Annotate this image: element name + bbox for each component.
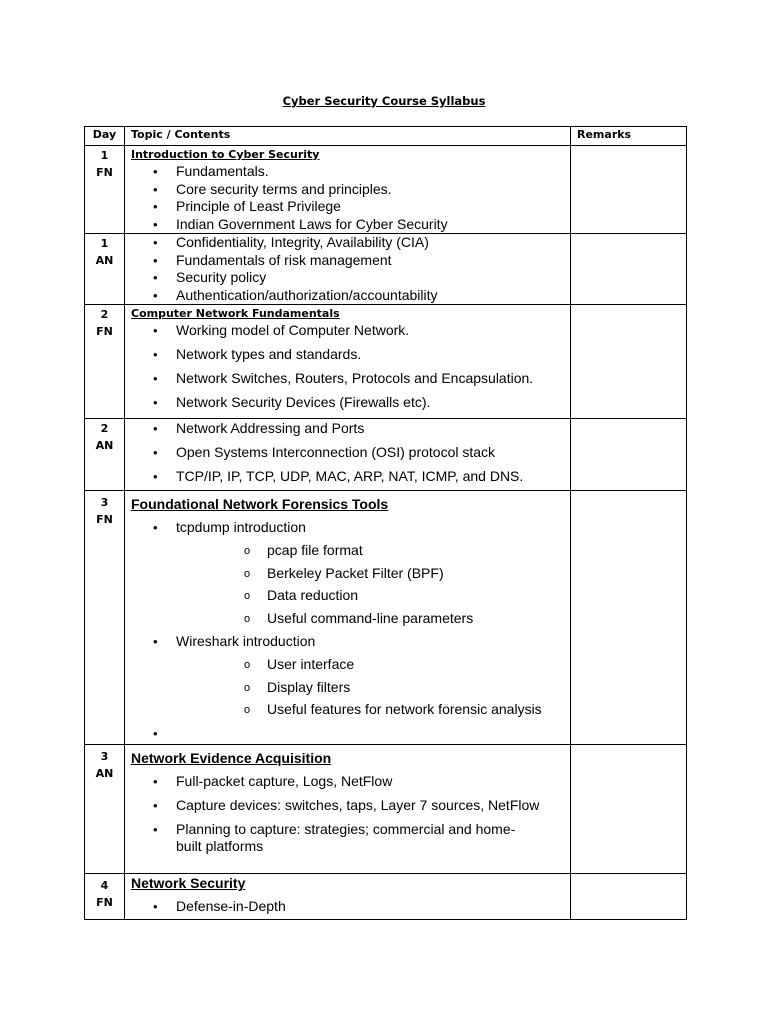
remarks-cell [571, 874, 687, 920]
list-item: • Core security terms and principles. [131, 181, 570, 199]
day-cell [85, 419, 125, 491]
list-item: • Network Switches, Routers, Protocols and Encapsulation. [131, 370, 570, 387]
sub-list-item: o Data reduction [176, 587, 570, 604]
list-item: • TCP/IP, IP, TCP, UDP, MAC, ARP, NAT, ICMP, and DNS. [131, 468, 570, 485]
sub-list-item: o User interface [176, 656, 570, 673]
topic-list [131, 163, 570, 233]
session-label: FN [96, 513, 113, 526]
topic-list [131, 892, 570, 916]
list-item: • Fundamentals. [131, 163, 570, 181]
list-item [131, 519, 570, 627]
topic-list [131, 322, 570, 411]
list-item [131, 633, 570, 718]
header-topic: Topic / Contents [125, 127, 571, 146]
sub-list-item: o Useful command-line parameters [176, 610, 570, 627]
topic-cell [125, 745, 571, 874]
day-number: 1 [100, 149, 109, 162]
table-row [85, 874, 687, 920]
list-item: • Authentication/authorization/accountability [131, 287, 570, 305]
section-heading: Computer Network Fundamentals [131, 307, 340, 320]
list-item: • Planning to capture: strategies; commercial and home-built platforms [131, 821, 516, 855]
remarks-cell [571, 146, 687, 234]
day-cell [85, 745, 125, 874]
day-number: 2 [100, 422, 109, 435]
topic-list [131, 513, 570, 743]
table-row [85, 146, 687, 234]
list-item: • Fundamentals of risk management [131, 252, 570, 270]
syllabus-table [84, 126, 687, 920]
sub-list [176, 656, 570, 718]
remarks-cell [571, 491, 687, 745]
list-item: • Network Addressing and Ports [131, 420, 570, 437]
list-item: • Indian Government Laws for Cyber Security [131, 216, 570, 234]
list-item: • Defense-in-Depth [131, 898, 570, 916]
day-cell [85, 234, 125, 305]
sub-list-item: o Useful features for network forensic analysis [176, 701, 570, 718]
document-title: Cyber Security Course Syllabus [282, 94, 486, 108]
sub-list-item: o pcap file format [176, 542, 570, 559]
list-item: • Security policy [131, 269, 570, 287]
session-label: FN [96, 896, 113, 909]
topic-cell [125, 305, 571, 419]
topic-cell [125, 874, 571, 920]
table-row [85, 305, 687, 419]
header-remarks: Remarks [571, 127, 687, 146]
section-heading: Network Security [131, 875, 246, 891]
remarks-cell [571, 305, 687, 419]
day-number: 1 [100, 237, 109, 250]
section-heading: Foundational Network Forensics Tools [131, 496, 389, 512]
topic-cell [125, 234, 571, 305]
topic-cell [125, 419, 571, 491]
table-row [85, 491, 687, 745]
table-row [85, 234, 687, 305]
day-number: 3 [100, 496, 109, 509]
list-item-text: Wireshark introduction [176, 632, 316, 649]
topic-cell [125, 146, 571, 234]
day-number: 4 [100, 879, 109, 892]
section-heading: Network Evidence Acquisition [131, 750, 332, 766]
sub-list [176, 542, 570, 627]
list-item-empty [131, 725, 570, 743]
topic-list [131, 419, 570, 485]
session-label: FN [96, 166, 113, 179]
table-row [85, 419, 687, 491]
day-cell [85, 874, 125, 920]
session-label: AN [95, 254, 114, 267]
topic-list [131, 234, 570, 304]
day-cell [85, 491, 125, 745]
remarks-cell [571, 419, 687, 491]
table-row [85, 745, 687, 874]
list-item: • Confidentiality, Integrity, Availability (CIA) [131, 234, 570, 252]
sub-list-item: o Display filters [176, 679, 570, 696]
sub-list-item: o Berkeley Packet Filter (BPF) [176, 565, 570, 582]
list-item: • Open Systems Interconnection (OSI) protocol stack [131, 444, 570, 461]
list-item: • Network types and standards. [131, 346, 570, 363]
day-number: 2 [100, 308, 109, 321]
day-number: 3 [100, 750, 109, 763]
session-label: FN [96, 325, 113, 338]
list-item: • Principle of Least Privilege [131, 198, 570, 216]
section-heading: Introduction to Cyber Security [131, 148, 320, 161]
table-header-row [85, 127, 687, 146]
list-item: • Network Security Devices (Firewalls etc). [131, 394, 570, 411]
session-label: AN [95, 439, 114, 452]
day-cell [85, 305, 125, 419]
session-label: AN [95, 767, 114, 780]
day-cell [85, 146, 125, 234]
topic-list [131, 767, 570, 855]
remarks-cell [571, 745, 687, 874]
list-item: • Working model of Computer Network. [131, 322, 570, 339]
list-item: • Capture devices: switches, taps, Layer 7 sources, NetFlow [131, 797, 570, 814]
list-item-text: tcpdump introduction [176, 519, 306, 535]
remarks-cell [571, 234, 687, 305]
header-day: Day [85, 127, 125, 146]
topic-cell [125, 491, 571, 745]
list-item: • Full-packet capture, Logs, NetFlow [131, 773, 570, 790]
